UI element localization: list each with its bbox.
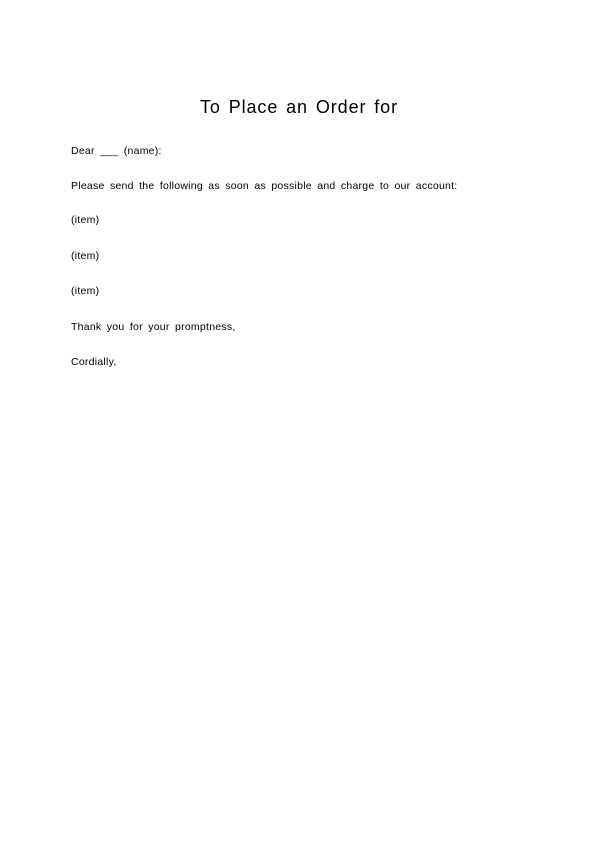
- item-line: (item): [71, 285, 100, 297]
- thanks-line: Thank you for your promptness,: [71, 321, 236, 333]
- item-line: (item): [71, 214, 100, 226]
- request-line: Please send the following as soon as possible and charge to our account:: [71, 180, 458, 192]
- item-line: (item): [71, 250, 100, 262]
- document-title: To Place an Order for: [200, 97, 398, 117]
- greeting-line: Dear ___ (name):: [71, 145, 162, 157]
- closing-line: Cordially,: [71, 356, 117, 368]
